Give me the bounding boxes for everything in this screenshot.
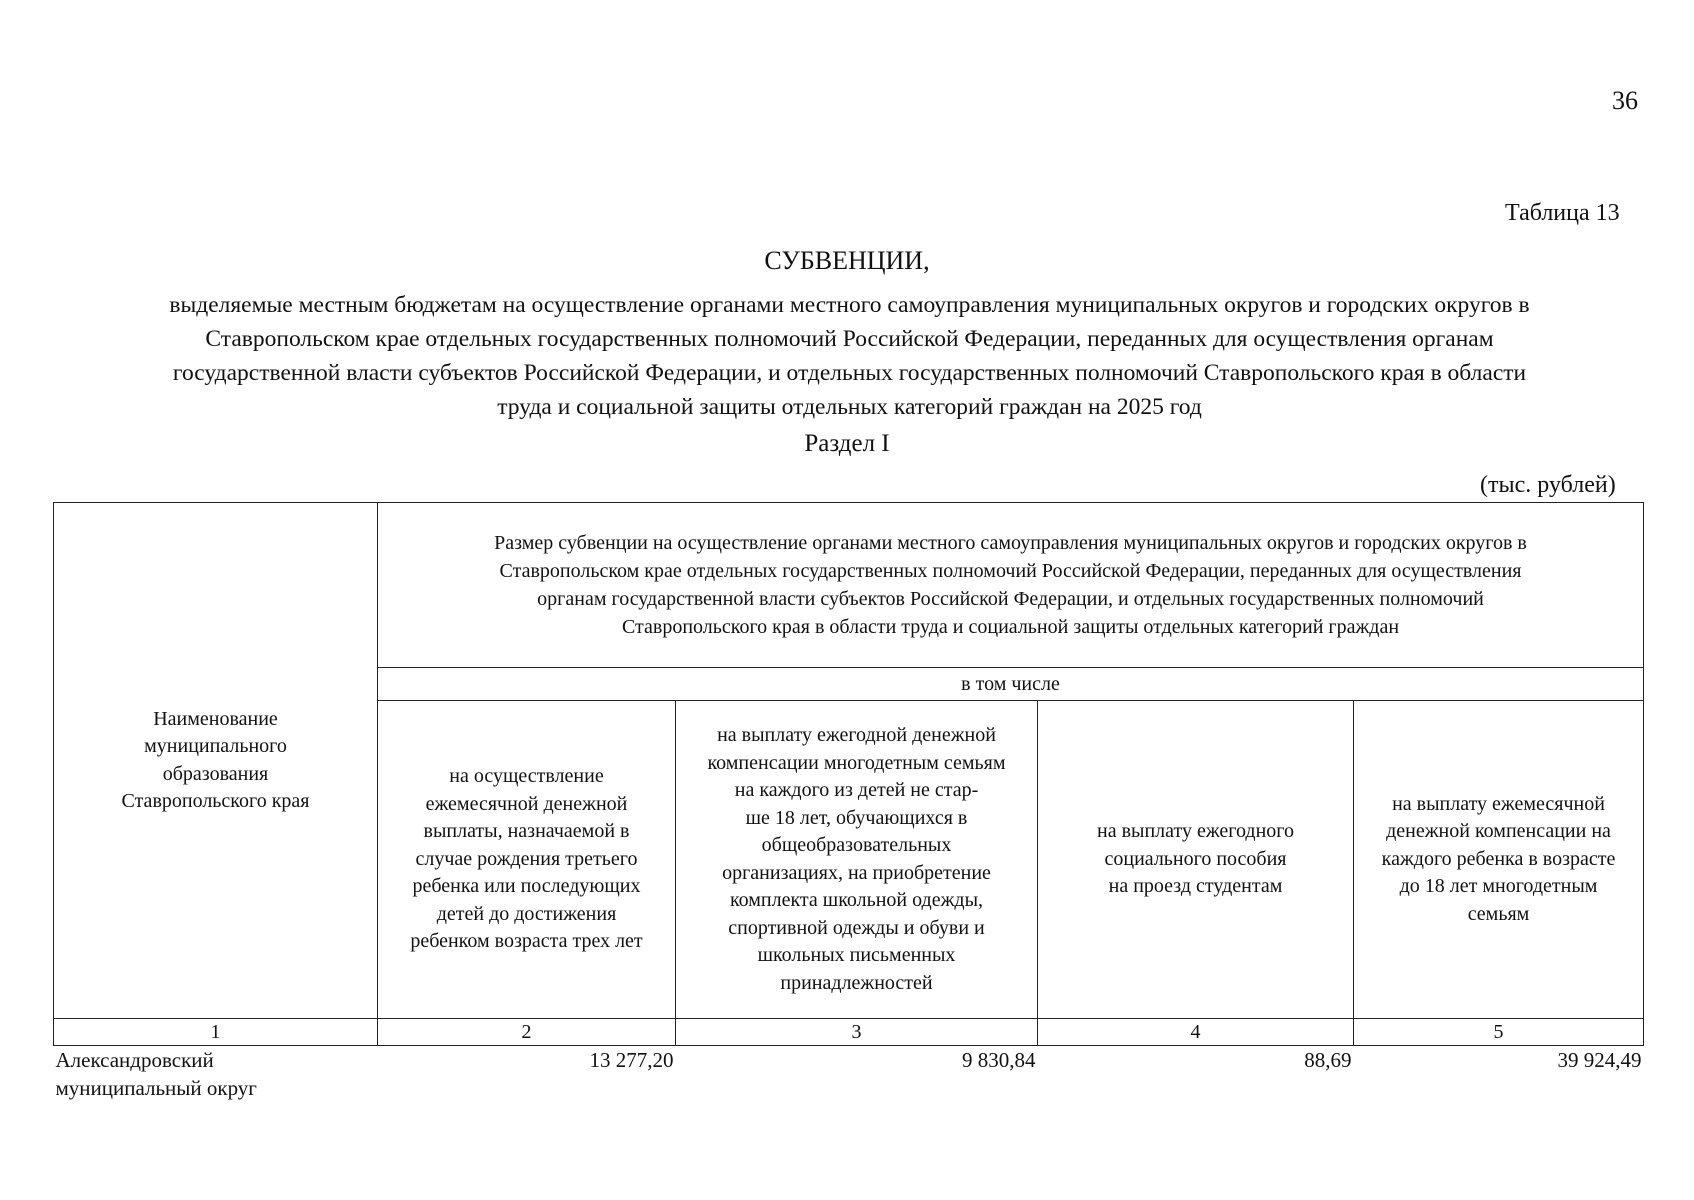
value-col-2: 13 277,20 (589, 1048, 674, 1072)
column-number: 5 (1354, 1019, 1644, 1046)
column-number: 1 (54, 1019, 378, 1046)
document-subtitle (62, 288, 1637, 424)
header-col-4: на выплату ежегодного социального пособия на проезд студентам (1038, 701, 1354, 1019)
value-col-3: 9 830,84 (962, 1048, 1036, 1072)
value-col-5: 39 924,49 (1557, 1048, 1642, 1072)
column-number: 4 (1038, 1019, 1354, 1046)
document-title: СУБВЕНЦИИ, (764, 246, 930, 275)
table-label: Таблица 13 (1505, 200, 1620, 226)
page-number: 36 (1612, 86, 1638, 115)
municipality-name: Александровский муниципальный округ (55, 1048, 257, 1100)
section-title: Раздел I (804, 430, 890, 457)
header-including: в том числе (378, 668, 1644, 701)
column-number: 2 (378, 1019, 676, 1046)
table-row (54, 1046, 1644, 1103)
header-municipality-name: Наименование муниципального образования Ставропольского края (54, 503, 378, 1019)
value-col-4: 88,69 (1304, 1048, 1352, 1072)
subtitle-line: труда и социальной защиты отдельных категорий граждан на 2025 год (497, 394, 1202, 420)
header-col-5: на выплату ежемесячной денежной компенсации на каждого ребенка в возрасте до 18 лет многодетным семьям (1354, 701, 1644, 1019)
subtitle-line: выделяемые местным бюджетам на осуществление органами местного самоуправления муниципальных округов и городских округов в (169, 292, 1530, 318)
subtitle-line: Ставропольском крае отдельных государственных полномочий Российской Федерации, переданных для осуществления органам (205, 326, 1494, 352)
column-number: 3 (676, 1019, 1038, 1046)
units-label: (тыс. рублей) (1480, 472, 1616, 498)
header-subvention-size: Размер субвенции на осуществление органами местного самоуправления муниципальных округов и городских округов в Ставропольском крае отдельных государственных полномочий Российской Федерации, переданных для осуществления органам государственной власти субъектов Российской Федерации, и отдельных государственных полномочий Ставропольского края в области труда и социальной защиты отдельных категорий граждан (378, 503, 1644, 668)
subtitle-line: государственной власти субъектов Российской Федерации, и отдельных государственных полномочий Ставропольского края в области (172, 360, 1527, 386)
subventions-table (53, 502, 1644, 1102)
header-col-3: на выплату ежегодной денежной компенсации многодетным семьям на каждого из детей не стар- ше 18 лет, обучающихся в общеобразовательных организациях, на приобретение комплекта школьной одежды, спортивной одежды и обуви и школьных письменных принадлежностей (676, 701, 1038, 1019)
header-col-2: на осуществление ежемесячной денежной выплаты, назначаемой в случае рождения третьего ребенка или последующих детей до достижения ребенком возраста трех лет (378, 701, 676, 1019)
